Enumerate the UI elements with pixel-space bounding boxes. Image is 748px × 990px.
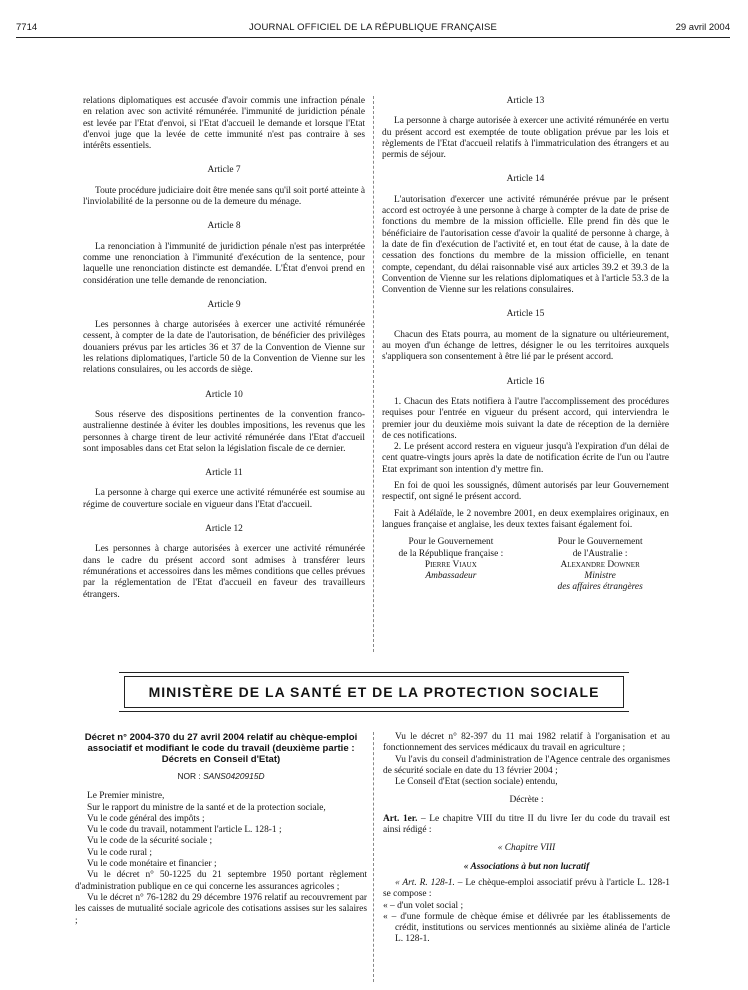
article-heading: Article 9 (207, 299, 241, 310)
signature-line: de l'Australie : (572, 548, 628, 559)
signatory-role: Ambassadeur (425, 571, 477, 582)
paragraph: Vu le code général des impôts ; (87, 813, 205, 824)
article-label: Art. 1er. (383, 813, 418, 824)
ministry-title: MINISTÈRE DE LA SANTÉ ET DE LA PROTECTION SOCIALE (148, 684, 600, 700)
paragraph: La personne à charge autorisée à exercer une activité rémunérée en vertu du présent accord est exemptée de toute obligation prévue par les lois et règlements de l'Etat d'accueil relatifs à l'immatriculation des étrangers et au permis de séjour. (382, 116, 669, 161)
decrete-heading: Décrète : (509, 795, 544, 806)
signatory-role: des affaires étrangères (557, 582, 643, 593)
paragraph: Vu le code du travail, notamment l'article L. 128-1 ; (87, 825, 282, 836)
article-heading: Article 13 (506, 96, 545, 106)
column-left-top (83, 96, 365, 601)
article-r-128-1 (383, 878, 670, 901)
paragraph: Sous réserve des dispositions pertinentes de la convention franco-australienne destinée à éviter les doubles impositions, les revenus que les personnes à charge tirent de leur activité rémunérée dans l'Etat d'accueil sont imposables dans cet Etat selon la législation fiscale de ce dernier. (83, 409, 365, 454)
column-right-top (382, 96, 669, 594)
paragraph: Vu le code monétaire et financier ; (87, 859, 217, 870)
paragraph: 1. Chacun des Etats notifiera à l'autre l'accomplissement des procédures requises pour l'entrée en vigueur du présent accord, qui interviendra le premier jour du deuxième mois suivant la date de réception de la dernière de ces notifications. (382, 396, 669, 441)
list-item: « – d'un volet social ; (383, 900, 464, 911)
article-heading: Article 11 (205, 468, 243, 479)
paragraph: Vu le décret n° 82-397 du 11 mai 1982 relatif à l'organisation et au fonctionnement des services médicaux du travail en agriculture ; (383, 732, 670, 754)
article-heading: Article 7 (207, 165, 241, 176)
signature-australia (531, 537, 669, 593)
paragraph: Fait à Adélaïde, le 2 novembre 2001, en deux exemplaires originaux, en langues française et anglaise, les deux textes faisant également foi. (382, 508, 669, 530)
paragraph: Les personnes à charge autorisées à exercer une activité rémunérée dans le cadre du présent accord sont admises à transférer leurs rémunérations et accessoires dans les mêmes conditions que celles prévues par la réglementation de l'Etat d'accueil en faveur des travailleurs étrangers. (83, 544, 365, 600)
column-divider-bottom (373, 732, 374, 982)
nor-reference (75, 771, 367, 782)
issue-date: 29 avril 2004 (675, 22, 730, 33)
page-number: 7714 (16, 22, 38, 33)
signature-line: de la République française : (398, 548, 504, 559)
paragraph: La personne à charge qui exerce une activité rémunérée est soumise au régime de couverture sociale en vigueur dans l'Etat d'accueil. (83, 488, 365, 510)
signature-line: Pour le Gouvernement (557, 537, 643, 548)
article-text: – Le chapitre VIII du titre II du livre Ier du code du travail est ainsi rédigé : (383, 813, 671, 836)
paragraph: relations diplomatiques est accusée d'avoir commis une infraction pénale en relation avec son activité rémunérée. l'immunité de juridiction pénale est levée par l'Etat d'envoi, si l'Etat d'accueil le demande et lorsque l'Etat d'envoi juge que la levée de cette immunité n'est pas contraire à ses intérêts essentiels. (83, 96, 365, 152)
article-label: « Art. R. 128-1. (395, 877, 455, 888)
column-divider-top (373, 96, 374, 652)
paragraph: Vu l'avis du conseil d'administration de l'Agence centrale des organismes de sécurité sociale en date du 13 février 2004 ; (383, 754, 670, 776)
paragraph: Vu le décret n° 76-1282 du 29 décembre 1976 relatif au recouvrement par les caisses de mutualité sociale agricole des cotisations assises sur les salaires ; (75, 892, 367, 926)
signature-block (382, 537, 669, 593)
paragraph: Les personnes à charge autorisées à exercer une activité rémunérée cessent, à compter de la date de l'autorisation, de bénéficier des privilèges douaniers prévus par les articles 36 et 37 de la Convention de Vienne sur les relations diplomatiques, l'article 50 de la Convention de Vienne sur les relations consulaires, ou les accords de siège. (83, 320, 365, 376)
article-heading: Article 10 (205, 389, 243, 400)
signatory-role: Ministre (584, 571, 616, 582)
paragraph: Vu le code de la sécurité sociale ; (87, 836, 213, 847)
paragraph: Toute procédure judiciaire doit être menée sans qu'il soit porté atteinte à l'inviolabilité de la personne ou de la demeure du ménage. (83, 185, 365, 208)
paragraph: La renonciation à l'immunité de juridiction pénale n'est pas interprétée comme une renonciation à l'immunité d'exécution de la sentence, pour laquelle une renonciation distincte est demandée. L'État d'envoi prend en considération une telle demande de renonciation. (83, 241, 365, 286)
signature-france (382, 537, 520, 593)
paragraph: Le Conseil d'Etat (section sociale) entendu, (395, 777, 558, 788)
header-rule (16, 37, 730, 38)
article-heading: Article 16 (506, 376, 545, 387)
article-heading: Article 15 (506, 309, 545, 320)
paragraph: Chacun des Etats pourra, au moment de la signature ou ultérieurement, au moyen d'un échange de lettres, désigner le ou les territoires auxquels s'appliquera son consentement à être lié par le présent accord. (382, 329, 669, 363)
signature-line: Pour le Gouvernement (408, 537, 494, 548)
article-1 (383, 814, 670, 837)
paragraph: Vu le code rural ; (87, 847, 153, 858)
nor-label: NOR : (177, 771, 201, 781)
article-heading: Article 14 (506, 174, 545, 185)
list-item: « – d'une formule de chèque émise et délivrée par les établissements de crédit, institutions ou services mentionnés au sixième alinéa de l'article L. 128-1. (383, 911, 670, 945)
article-heading: Article 8 (207, 221, 241, 232)
page-header (16, 22, 730, 36)
paragraph: En foi de quoi les soussignés, dûment autorisés par leur Gouvernement respectif, ont signé le présent accord. (382, 481, 669, 503)
paragraph: 2. Le présent accord restera en vigueur jusqu'à l'expiration d'un délai de cent quatre-vingts jours après la date de notification écrite de l'un ou l'autre Etat exprimant son intention d'y mettre fin. (382, 442, 669, 475)
chapter-heading: « Chapitre VIII (497, 843, 556, 854)
article-heading: Article 12 (205, 524, 243, 535)
article-text: – Le chèque-emploi associatif prévu à l'article L. 128-1 se compose : (383, 877, 670, 900)
paragraph: Vu le décret n° 50-1225 du 21 septembre 1950 portant règlement d'administration publique en ce qui concerne les assurances agricoles ; (75, 870, 367, 892)
column-right-bottom (383, 732, 670, 946)
journal-title: JOURNAL OFFICIEL DE LA RÉPUBLIQUE FRANÇAISE (248, 22, 498, 33)
paragraph: Sur le rapport du ministre de la santé et de la protection sociale, (87, 802, 326, 813)
signatory-name: Alexandre Downer (560, 559, 640, 570)
decree-title: Décret n° 2004-370 du 27 avril 2004 relatif au chèque-emploi associatif et modifiant le code du travail (deuxième partie : Décrets en Conseil d'Etat) (84, 732, 358, 765)
paragraph: L'autorisation d'exercer une activité rémunérée prévue par le présent accord est octroyée à une personne à charge à compter de la date de prise de fonctions du membre de la mission officielle. Elle prend fin dès que le bénéficiaire de l'autorisation cesse d'avoir la qualité de personne à charge, à la date de fin d'exécution de l'activité et, en tout état de cause, à la date de cessation des fonctions du membre de la mission officielle, en tenant compte, cependant, du délai raisonnable visé aux articles 39.2 et 39.3 de la Convention de Vienne sur les relations diplomatiques et à l'article 53.3 de la Convention de Vienne sur les relations consulaires. (382, 194, 669, 296)
signatory-name: Pierre Viaux (424, 559, 477, 570)
ministry-banner (124, 676, 624, 708)
chapter-subtitle: « Associations à but non lucratif (463, 861, 590, 872)
paragraph: Le Premier ministre, (87, 791, 165, 802)
column-left-bottom (75, 732, 367, 927)
nor-code: SANS0420915D (203, 771, 265, 781)
